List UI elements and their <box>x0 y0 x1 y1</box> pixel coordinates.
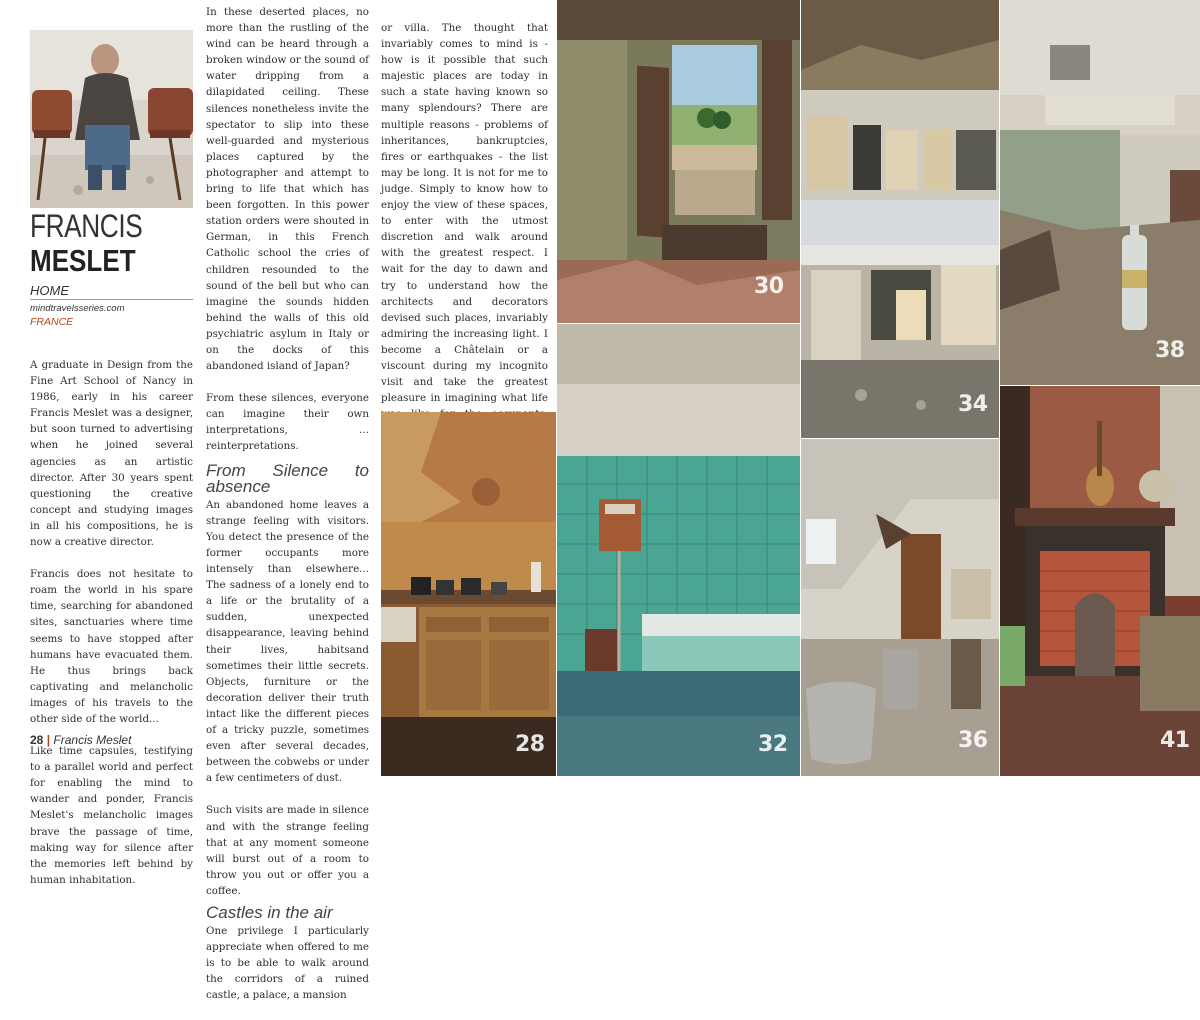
photo-number-32: 32 <box>758 732 788 757</box>
photo-bathroom-32 <box>557 324 800 776</box>
bio-column <box>30 357 193 904</box>
article-paragraph: or villa. The thought that invariably comes to mind is - how is it possible that such majestic places are today in such a state having known so many splendours? There are multiple reasons - problems of inheritances, bankruptcies, fires or earthquakes - the list may be long. It is not for me to judge. Simply to know how to enjoy the view of these spaces, to enter with the utmost discretion and walk around with the greatest respect. I wait for the day to dawn and try to understand how the architects and decorators devised such places, invariably admiring the increasing light. I become a Châtelain or a viscount during my incognito visit and take the greatest pleasure in imagining what life <box>381 22 548 405</box>
author-first-name: FRANCIS <box>30 208 143 244</box>
article-paragraph: One privilege I particularly appreciate when offered to me is to be able to walk around the corridors of a ruined castle, a palace, a mansion <box>206 925 369 1002</box>
footer-author-name: Francis Meslet <box>53 733 132 747</box>
photo-number-36: 36 <box>958 728 988 753</box>
photo-number-30: 30 <box>754 274 784 299</box>
page-footer <box>30 733 131 747</box>
article-paragraph: In these deserted places, no more than the rustling of the wind can be heard through a broken window or the sound of water dripping from a dilapidated ceiling. These silences nonetheless invite the spectator to slip into these well-guarded and mysterious places captured by the photographer and attempt to bring to life that which has been forgotten. In this power station orders were shouted in German, in this French Catholic school the cries of children resounded to the sound of the bell but who can imagine the sounds hidden behind the walls of this old psychiatric asylum in Italy or on the docks of this abandoned island of Japan? <box>206 6 369 373</box>
author-divider <box>30 299 193 300</box>
author-portrait <box>30 30 193 208</box>
photo-kitchen-28 <box>381 412 556 776</box>
author-website[interactable]: mindtravelsseries.com <box>30 303 125 314</box>
article-column-2 <box>206 4 369 1020</box>
photo-sink-38 <box>1000 0 1200 385</box>
author-country-label: HOME <box>30 283 69 298</box>
footer-separator: | <box>46 733 51 747</box>
bio-paragraph: A graduate in Design from the Fine Art School of Nancy in 1986, early in his career Francis Meslet was a designer, but soon turned to advertising when he joined several agencies as an artistic director. After 30 years spent questioning the creative concept and studying images in all his compositions, he is now a creative director. <box>30 359 193 549</box>
photo-number-28: 28 <box>515 732 545 757</box>
article-paragraph: An abandoned home leaves a strange feeling with visitors. You detect the presence of the former occupants more intensely than elsewhere... The sadness of a lonely end to a life or the brutality of a sudden, unexpected disappearance, leaving behind their lives, habitsand sometimes their little secrets. Objects, furniture or the decoration deliver their truth intact like the different pieces of a tricky puzzle, sometimes even after several decades, between the cobwebs or under a few centimeters of dust. <box>206 498 369 785</box>
section-heading: Castles in the air <box>206 902 333 922</box>
article-paragraph: From these silences, everyone can imagine their own interpretations, ... reinterpretations. <box>206 392 369 453</box>
page-number: 28 <box>30 733 44 747</box>
photo-number-34: 34 <box>958 392 988 417</box>
article-paragraph: Such visits are made in silence and with the strange feeling that at any moment someone will burst out of a room to throw you out or offer you a coffee. <box>206 804 369 897</box>
photo-number-41: 41 <box>1160 728 1190 753</box>
photo-number-38: 38 <box>1155 338 1185 363</box>
photo-attic-36 <box>801 439 999 776</box>
author-home-country: FRANCE <box>30 316 74 328</box>
photo-kitchen-34 <box>801 0 999 438</box>
photo-fireplace-41 <box>1000 386 1200 776</box>
bio-paragraph: Like time capsules, testifying to a parallel world and perfect for enabling the mind to wander and ponder, Francis Meslet's melancholic images brave the passage of time, making way for silence after the memories left behind by human inhabitation. <box>30 745 193 886</box>
section-heading: From Silence to absence <box>206 460 369 496</box>
bio-paragraph: Francis does not hesitate to roam the world in his spare time, searching for abandoned sites, sanctuaries where time seems to have stopped after humans have evacuated them. He thus brings back captivating and melancholic images of his travels to the other side of the world... <box>30 568 193 725</box>
author-last-name: MESLET <box>30 243 136 278</box>
